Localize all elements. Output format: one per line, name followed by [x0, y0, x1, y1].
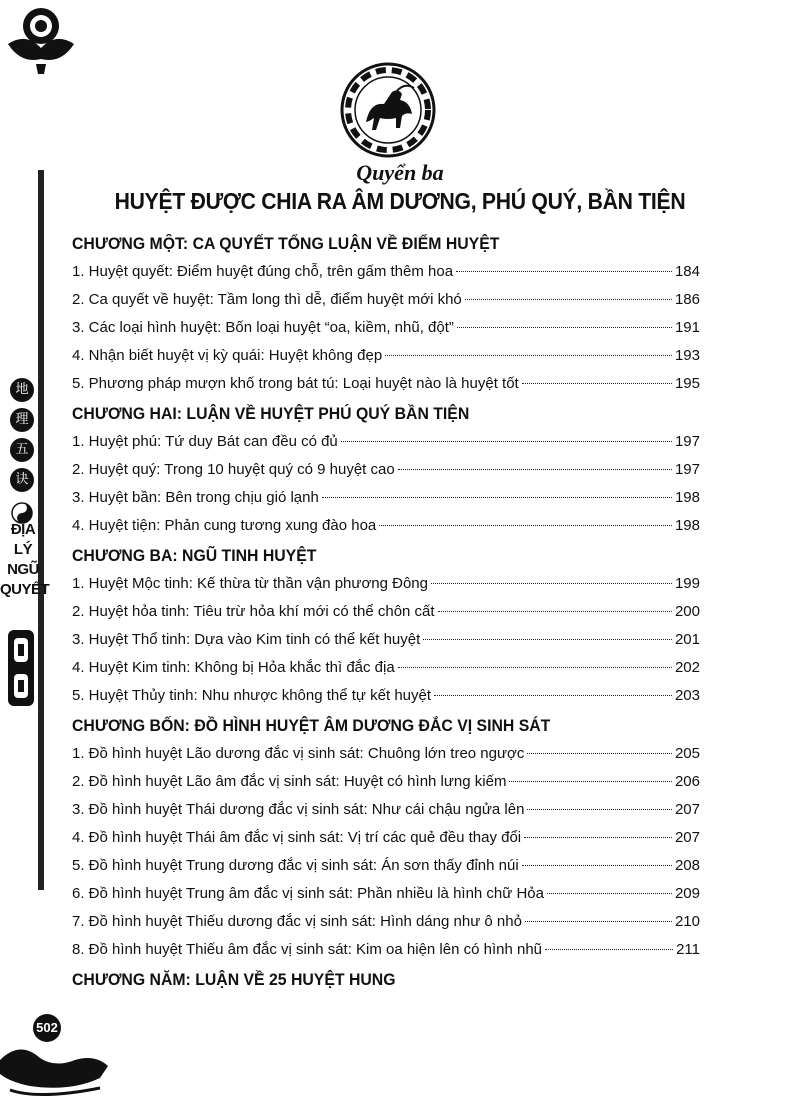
toc-entry [72, 908, 700, 936]
entry-page: 210 [674, 913, 700, 930]
chapter-heading: CHƯƠNG BA: NGŨ TINH HUYỆT [72, 546, 317, 565]
entry-title: 2. Ca quyết về huyệt: Tầm long thì dễ, điểm huyệt mới khó [72, 291, 462, 308]
dot-leader [398, 469, 672, 470]
entry-title: 6. Đồ hình huyệt Trung âm đắc vị sinh sát: Phần nhiều là hình chữ Hỏa [72, 885, 544, 902]
entry-page: 203 [674, 687, 700, 704]
dot-leader [434, 695, 672, 696]
entry-page: 205 [674, 745, 700, 762]
chapter-heading: CHƯƠNG NĂM: LUẬN VỀ 25 HUYỆT HUNG [72, 970, 396, 989]
toc-entry [72, 626, 700, 654]
toc-entry [72, 456, 700, 484]
entry-page: 191 [674, 319, 700, 336]
dot-leader [527, 809, 672, 810]
dot-leader [525, 921, 672, 922]
toc-entry [72, 370, 700, 398]
dot-leader [547, 893, 672, 894]
dot-leader [322, 497, 672, 498]
dot-leader [431, 583, 672, 584]
entry-title: 3. Huyệt Thổ tinh: Dựa vào Kim tinh có thể kết huyệt [72, 631, 421, 648]
toc-entry [72, 286, 700, 314]
entry-page: 195 [674, 375, 700, 392]
entry-page: 201 [674, 631, 700, 648]
toc-entry [72, 796, 700, 824]
entry-page: 207 [674, 829, 700, 846]
entry-title: 4. Huyệt Kim tinh: Không bị Hỏa khắc thì đắc địa [72, 659, 395, 676]
toc-entry [72, 824, 700, 852]
toc-entry [72, 740, 700, 768]
vertical-book-title [0, 520, 50, 600]
knot-ornament-icon [6, 628, 36, 708]
entry-page: 199 [674, 575, 700, 592]
dot-leader [341, 441, 672, 442]
toc-entry [72, 258, 700, 286]
entry-title: 5. Huyệt Thủy tinh: Nhu nhược không thể tự kết huyệt [72, 687, 432, 704]
entry-page: 207 [674, 801, 700, 818]
toc-entry [72, 342, 700, 370]
entry-title: 4. Huyệt tiện: Phản cung tương xung đào hoa [72, 517, 377, 534]
toc-entry [72, 484, 700, 512]
chapter-heading: CHƯƠNG HAI: LUẬN VỀ HUYỆT PHÚ QUÝ BẦN TIỆN [72, 404, 470, 423]
toc-entry [72, 880, 700, 908]
dot-leader [457, 327, 672, 328]
toc-entry [72, 936, 700, 964]
entry-page: 197 [674, 433, 700, 450]
entry-title: 1. Đồ hình huyệt Lão dương đắc vị sinh sát: Chuông lớn treo ngược [72, 745, 525, 762]
entry-page: 209 [674, 885, 700, 902]
entry-title: 8. Đồ hình huyệt Thiếu âm đắc vị sinh sát: Kim oa hiện lên có hình nhũ [72, 941, 543, 958]
entry-page: 197 [674, 461, 700, 478]
entry-page: 208 [674, 857, 700, 874]
vertical-title-line: NGŨ [7, 561, 39, 578]
entry-page: 198 [674, 489, 700, 506]
toc-entry [72, 768, 700, 796]
dot-leader [524, 837, 672, 838]
page-number: 502 [33, 1014, 61, 1042]
entry-page: 206 [674, 773, 700, 790]
vertical-title-line: LÝ [13, 541, 33, 558]
entry-title: 1. Huyệt quyết: Điểm huyệt đúng chỗ, trên gấm thêm hoa [72, 263, 454, 280]
chapter-heading: CHƯƠNG MỘT: CA QUYẾT TỔNG LUẬN VỀ ĐIỂM HUYỆT [72, 234, 500, 253]
dot-leader [522, 865, 672, 866]
entry-title: 3. Các loại hình huyệt: Bốn loại huyệt “oa, kiềm, nhũ, đột” [72, 319, 454, 336]
entry-page: 198 [674, 517, 700, 534]
entry-page: 184 [674, 263, 700, 280]
dot-leader [438, 611, 672, 612]
table-of-contents [72, 228, 700, 994]
horse-medallion-icon [340, 62, 436, 158]
boat-ornament-icon [0, 1030, 110, 1100]
entry-title: 2. Huyệt quý: Trong 10 huyệt quý có 9 huyệt cao [72, 461, 395, 478]
vertical-char: 诀 [10, 468, 34, 492]
toc-entry [72, 570, 700, 598]
entry-title: 5. Phương pháp mượn khố trong bát tú: Loại huyệt nào là huyệt tốt [72, 375, 519, 392]
toc-entry [72, 428, 700, 456]
toc-entry [72, 852, 700, 880]
dot-leader [527, 753, 672, 754]
entry-title: 3. Đồ hình huyệt Thái dương đắc vị sinh sát: Như cái chậu ngửa lên [72, 801, 525, 818]
dot-leader [545, 949, 673, 950]
entry-title: 4. Đồ hình huyệt Thái âm đắc vị sinh sát: Vị trí các quẻ đều thay đổi [72, 829, 522, 846]
dot-leader [509, 781, 672, 782]
entry-title: 4. Nhận biết huyệt vị kỳ quái: Huyệt không đẹp [72, 347, 383, 364]
entry-title: 3. Huyệt bần: Bên trong chịu gió lạnh [72, 489, 319, 506]
entry-title: 5. Đồ hình huyệt Trung dương đắc vị sinh sát: Án sơn thấy đỉnh núi [72, 857, 519, 874]
vertical-char: 理 [10, 408, 34, 432]
dot-leader [456, 271, 672, 272]
toc-entry [72, 654, 700, 682]
toc-entry [72, 682, 700, 710]
dot-leader [522, 383, 672, 384]
entry-page: 193 [674, 347, 700, 364]
toc-entry [72, 314, 700, 342]
vertical-char: 地 [10, 378, 34, 402]
dot-leader [423, 639, 672, 640]
dot-leader [379, 525, 672, 526]
chapter-heading: CHƯƠNG BỐN: ĐỒ HÌNH HUYỆT ÂM DƯƠNG ĐẮC VỊ SINH SÁT [72, 716, 551, 735]
entry-title: 2. Huyệt hỏa tinh: Tiêu trừ hỏa khí mới có thể chôn cất [72, 603, 435, 620]
vertical-title-line: QUYẾT [0, 581, 50, 598]
vertical-chinese-title [8, 378, 36, 529]
dot-leader [465, 299, 672, 300]
dot-leader [385, 355, 672, 356]
page-title: HUYỆT ĐƯỢC CHIA RA ÂM DƯƠNG, PHÚ QUÝ, BẦN TIỆN [114, 188, 686, 214]
vertical-title-line: ĐỊA [10, 521, 36, 538]
book-part-label: Quyển ba [356, 160, 444, 185]
entry-page: 200 [674, 603, 700, 620]
toc-entry [72, 598, 700, 626]
entry-title: 1. Huyệt phú: Tứ duy Bát can đều có đủ [72, 433, 338, 450]
entry-page: 186 [674, 291, 700, 308]
entry-title: 1. Huyệt Mộc tinh: Kế thừa từ thần vận phương Đông [72, 575, 428, 592]
entry-page: 211 [676, 941, 700, 958]
entry-page: 202 [674, 659, 700, 676]
entry-title: 7. Đồ hình huyệt Thiếu dương đắc vị sinh sát: Hình dáng như ô nhỏ [72, 913, 522, 930]
entry-title: 2. Đồ hình huyệt Lão âm đắc vị sinh sát: Huyệt có hình lưng kiếm [72, 773, 507, 790]
lotus-ornament-icon [6, 4, 76, 74]
toc-entry [72, 512, 700, 540]
dot-leader [398, 667, 672, 668]
vertical-char: 五 [10, 438, 34, 462]
